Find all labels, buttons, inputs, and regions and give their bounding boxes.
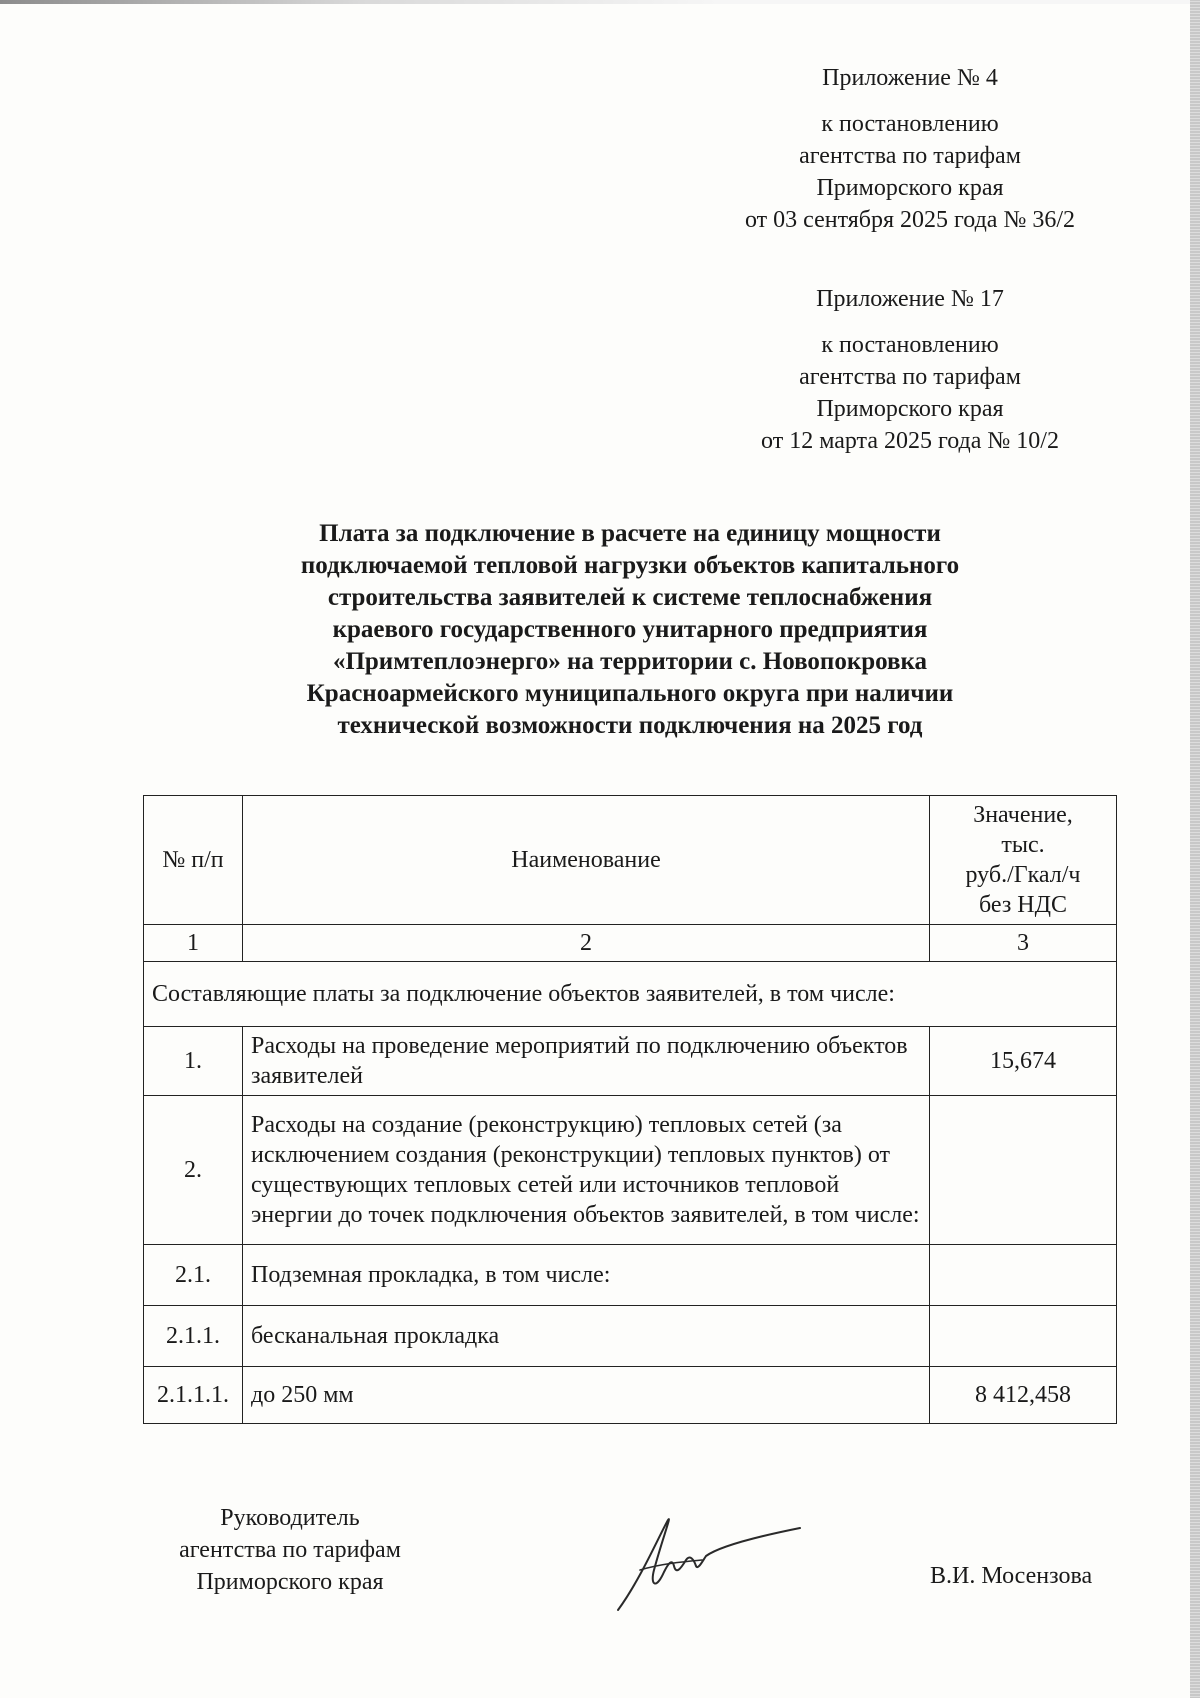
row-value [930,1096,1117,1245]
title-line: краевого государственного унитарного предприятия [332,616,928,643]
row-value: 8 412,458 [930,1367,1117,1424]
scan-edge-right [1190,0,1200,1698]
header-num: № п/п [144,796,243,925]
annex-line: агентства по тарифам [799,364,1021,390]
position-line: агентства по тарифам [179,1537,401,1563]
annex-line: к постановлению [821,111,999,137]
annex-line: Приморского края [816,175,1004,201]
row-value: 15,674 [930,1027,1117,1096]
row-name: до 250 мм [243,1367,930,1424]
row-num: 1. [144,1027,243,1096]
table-row [144,1367,1117,1424]
header-value [930,796,1117,925]
row-name: Подземная прокладка, в том числе: [243,1245,930,1306]
handwritten-signature [610,1510,810,1620]
column-number-row [144,925,1117,962]
annex-line: от 03 сентября 2025 года № 36/2 [744,207,1076,233]
position-line: Приморского края [196,1569,384,1595]
row-name: бесканальная прокладка [243,1306,930,1367]
row-num: 2.1. [144,1245,243,1306]
table-header-row [144,796,1117,925]
signatory-position [150,1502,430,1598]
fee-table [143,795,1117,1424]
row-name: Расходы на создание (реконструкцию) тепловых сетей (за исключением создания (реконструкции) тепловых пунктов) от существующих тепловых сетей или источников тепловой энергии до точек подключения объектов заявителей, в том числе: [243,1096,930,1245]
title-line: технической возможности подключения на 2025 год [337,712,923,739]
annex-line: к постановлению [821,332,999,358]
header-name: Наименование [243,796,930,925]
table-row [144,1245,1117,1306]
position-line: Руководитель [220,1505,360,1531]
row-value [930,1245,1117,1306]
row-num: 2.1.1.1. [144,1367,243,1424]
table-row [144,1306,1117,1367]
annex-17-block [700,283,1120,457]
row-num: 2. [144,1096,243,1245]
title-line: строительства заявителей к системе теплоснабжения [327,584,933,611]
title-line: подключаемой тепловой нагрузки объектов капитального [300,552,960,579]
column-number: 1 [144,925,243,962]
title-line: «Примтеплоэнерго» на территории с. Новопокровка [332,648,928,675]
column-number: 2 [243,925,930,962]
annex-line: от 12 марта 2025 года № 10/2 [761,428,1059,454]
section-row [144,962,1117,1027]
table-row [144,1096,1117,1245]
scan-edge-top [0,0,1200,4]
title-line: Плата за подключение в расчете на единицу мощности [319,520,941,547]
signatory-name: В.И. Мосензова [930,1563,1093,1589]
column-number: 3 [930,925,1117,962]
annex-heading: Приложение № 4 [822,65,998,91]
header-value-line: Значение, [973,802,1073,828]
annex-4-block [700,62,1120,236]
row-value [930,1306,1117,1367]
header-value-line: тыс. [1001,832,1045,858]
row-name: Расходы на проведение мероприятий по подключению объектов заявителей [243,1027,930,1096]
annex-line: агентства по тарифам [799,143,1021,169]
table-row [144,1027,1117,1096]
section-title: Составляющие платы за подключение объектов заявителей, в том числе: [144,962,1117,1027]
annex-line: Приморского края [816,396,1004,422]
title-line: Красноармейского муниципального округа при наличии [306,680,954,707]
document-title [220,518,1040,742]
header-value-line: руб./Гкал/ч [965,862,1081,888]
header-value-line: без НДС [978,892,1068,918]
annex-heading: Приложение № 17 [816,286,1004,312]
row-num: 2.1.1. [144,1306,243,1367]
